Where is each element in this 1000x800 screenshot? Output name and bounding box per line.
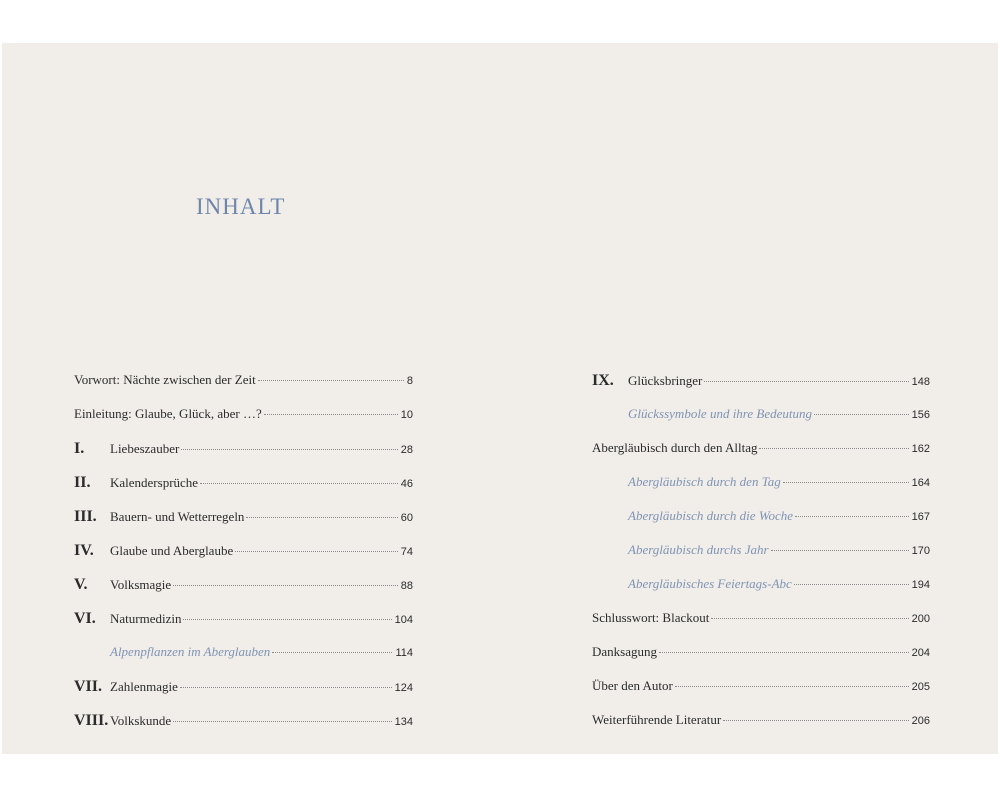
page-number: 194 bbox=[911, 579, 930, 591]
toc-entry-label: Liebeszauber bbox=[110, 441, 180, 456]
page-number: 205 bbox=[911, 681, 930, 693]
toc-entry-label: Einleitung: Glaube, Glück, aber …? bbox=[74, 406, 262, 421]
page-number: 46 bbox=[400, 478, 413, 490]
dot-leader bbox=[711, 618, 908, 619]
toc-entry-label: Abergläubisch durch den Alltag bbox=[592, 440, 758, 455]
dot-leader bbox=[200, 483, 398, 484]
toc-entry-label: Naturmedizin bbox=[110, 611, 182, 626]
toc-entry[interactable] bbox=[592, 372, 930, 406]
toc-entry-label: Bauern- und Wetterregeln bbox=[110, 509, 245, 524]
page-number: 8 bbox=[406, 375, 413, 387]
toc-entry[interactable] bbox=[592, 610, 930, 644]
chapter-number: VI. bbox=[74, 610, 96, 627]
toc-subentry-label: Abergläubisch durch die Woche bbox=[628, 508, 793, 523]
chapter-number: IV. bbox=[74, 542, 94, 559]
toc-entry[interactable] bbox=[74, 678, 413, 712]
dot-leader bbox=[264, 414, 398, 415]
page-number: 167 bbox=[911, 511, 930, 523]
toc-entry-label: Vorwort: Nächte zwischen der Zeit bbox=[74, 372, 256, 387]
toc-entry[interactable] bbox=[74, 474, 413, 508]
toc-entry-label: Weiterführende Literatur bbox=[592, 712, 722, 727]
dot-leader bbox=[183, 619, 391, 620]
dot-leader bbox=[814, 414, 909, 415]
page-number: 10 bbox=[400, 409, 413, 421]
page-number: 156 bbox=[911, 409, 930, 421]
dot-leader bbox=[783, 482, 909, 483]
toc-entry-label: Volksmagie bbox=[110, 577, 172, 592]
toc-entry[interactable] bbox=[592, 712, 930, 746]
dot-leader bbox=[704, 381, 908, 382]
toc-entry[interactable] bbox=[592, 644, 930, 678]
dot-leader bbox=[771, 550, 909, 551]
dot-leader bbox=[181, 449, 397, 450]
page-number: 164 bbox=[911, 477, 930, 489]
toc-entry[interactable] bbox=[74, 406, 413, 440]
page-number: 204 bbox=[911, 647, 930, 659]
toc-entry-label: Glücksbringer bbox=[628, 373, 703, 388]
toc-subentry-label: Alpenpflanzen im Aberglauben bbox=[110, 644, 271, 659]
dot-leader bbox=[235, 551, 398, 552]
toc-entry[interactable] bbox=[592, 542, 930, 576]
dot-leader bbox=[794, 584, 909, 585]
toc-right-column bbox=[592, 372, 930, 746]
page-number: 148 bbox=[911, 376, 930, 388]
page-number: 28 bbox=[400, 444, 413, 456]
toc-entry[interactable] bbox=[592, 474, 930, 508]
toc-entry[interactable] bbox=[74, 576, 413, 610]
dot-leader bbox=[258, 380, 404, 381]
page-number: 60 bbox=[400, 512, 413, 524]
page-number: 88 bbox=[400, 580, 413, 592]
toc-entry-label: Zahlenmagie bbox=[110, 679, 178, 694]
chapter-number: I. bbox=[74, 440, 85, 457]
chapter-number: II. bbox=[74, 474, 91, 491]
dot-leader bbox=[659, 652, 909, 653]
book-page bbox=[2, 43, 998, 754]
toc-entry[interactable] bbox=[74, 712, 413, 746]
chapter-number: III. bbox=[74, 508, 97, 525]
page-number: 124 bbox=[394, 682, 413, 694]
toc-subentry-label: Abergläubisch durch den Tag bbox=[628, 474, 781, 489]
dot-leader bbox=[173, 585, 398, 586]
page-number: 114 bbox=[395, 647, 413, 659]
toc-entry-label: Schlusswort: Blackout bbox=[592, 610, 710, 625]
toc-entry-label: Volkskunde bbox=[110, 713, 172, 728]
page-number: 206 bbox=[911, 715, 930, 727]
dot-leader bbox=[759, 448, 908, 449]
toc-entry-label: Glaube und Aberglaube bbox=[110, 543, 234, 558]
chapter-number: VII. bbox=[74, 678, 103, 695]
toc-entry[interactable] bbox=[74, 644, 413, 678]
dot-leader bbox=[795, 516, 909, 517]
toc-entry[interactable] bbox=[592, 508, 930, 542]
dot-leader bbox=[272, 652, 392, 653]
dot-leader bbox=[723, 720, 908, 721]
page-number: 104 bbox=[394, 614, 413, 626]
toc-entry[interactable] bbox=[74, 542, 413, 576]
page-number: 162 bbox=[911, 443, 930, 455]
toc-entry-label: Kalendersprüche bbox=[110, 475, 199, 490]
page-number: 170 bbox=[911, 545, 930, 557]
toc-subentry-label: Abergläubisch durchs Jahr bbox=[628, 542, 769, 557]
toc-entry[interactable] bbox=[74, 440, 413, 474]
toc-entry-label: Über den Autor bbox=[592, 678, 673, 693]
page-number: 74 bbox=[400, 546, 413, 558]
toc-entry[interactable] bbox=[592, 678, 930, 712]
toc-entry[interactable] bbox=[74, 610, 413, 644]
page-title: INHALT bbox=[196, 194, 286, 219]
dot-leader bbox=[246, 517, 397, 518]
toc-entry[interactable] bbox=[592, 576, 930, 610]
chapter-number: IX. bbox=[592, 372, 614, 389]
toc-entry[interactable] bbox=[592, 406, 930, 440]
toc-left-column bbox=[74, 372, 413, 746]
dot-leader bbox=[180, 687, 392, 688]
chapter-number: V. bbox=[74, 576, 88, 593]
toc-subentry-label: Abergläubisches Feiertags-Abc bbox=[628, 576, 792, 591]
page-number: 134 bbox=[394, 716, 413, 728]
toc-entry-label: Danksagung bbox=[592, 644, 657, 659]
chapter-number: VIII. bbox=[74, 712, 109, 729]
toc-entry[interactable] bbox=[592, 440, 930, 474]
dot-leader bbox=[173, 721, 391, 722]
dot-leader bbox=[675, 686, 909, 687]
toc-entry[interactable] bbox=[74, 372, 413, 406]
toc-entry[interactable] bbox=[74, 508, 413, 542]
page-number: 200 bbox=[911, 613, 930, 625]
toc-subentry-label: Glückssymbole und ihre Bedeutung bbox=[628, 406, 812, 421]
